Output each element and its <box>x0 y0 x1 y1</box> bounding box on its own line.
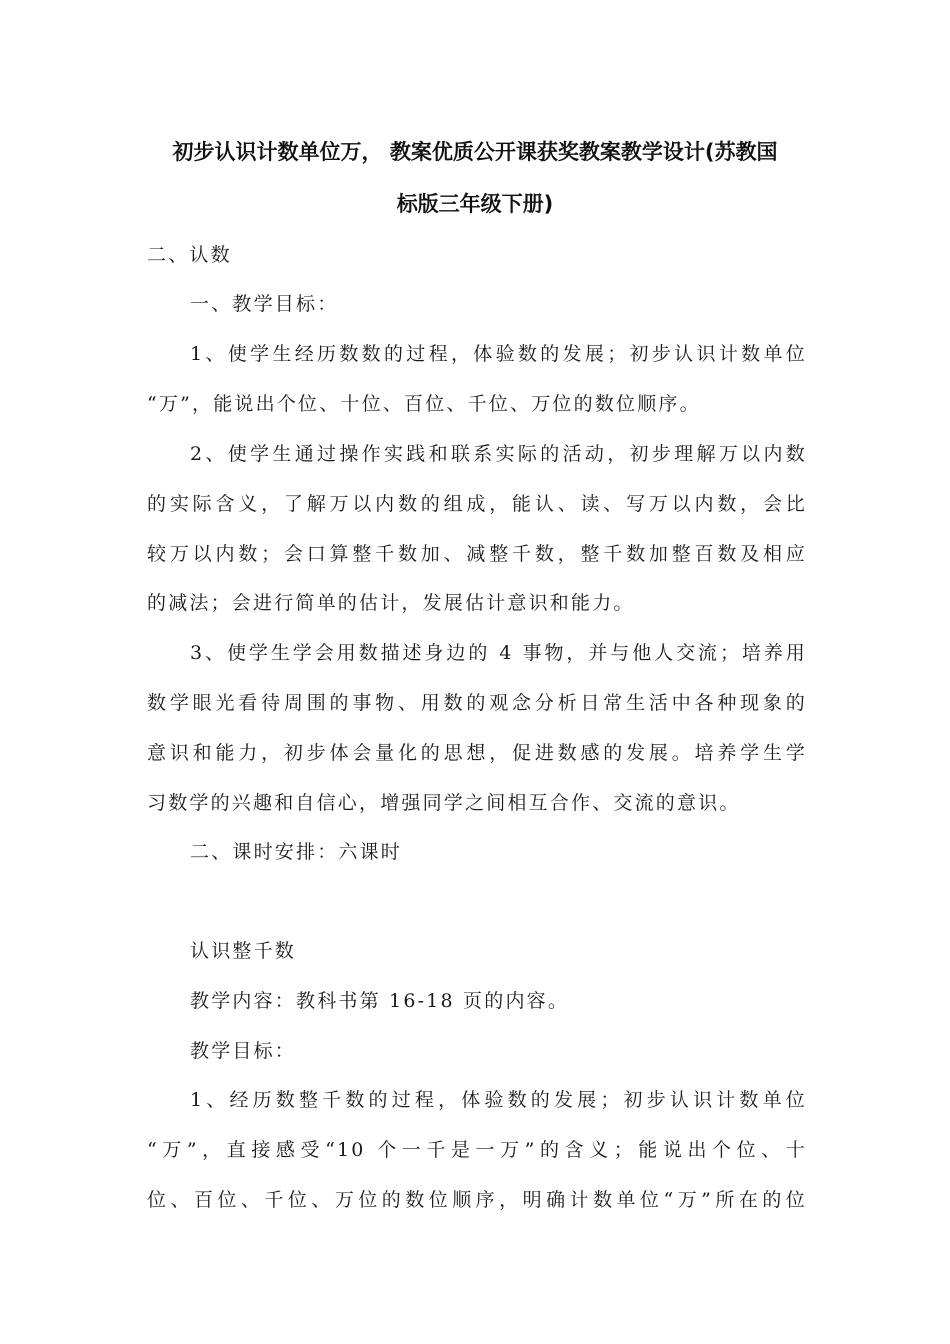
goals-heading: 一、教学目标： <box>190 293 339 315</box>
title-line-1: 初步认识计数单位万， 教案优质公开课获奖教案教学设计(苏教国 <box>172 140 778 164</box>
goal-1-line-1: 1、使学生经历数数的过程，体验数的发展；初步认识计数单位 <box>190 343 807 365</box>
schedule: 二、课时安排：六课时 <box>190 841 403 863</box>
goal-2-line-2: 的实际含义，了解万以内数的组成，能认、读、写万以内数，会比 <box>147 493 807 515</box>
goal-2-line-1: 2、使学生通过操作实践和联系实际的活动，初步理解万以内数 <box>190 443 807 465</box>
lesson-goal-1-line-3: 位、百位、千位、万位的数位顺序，明确计数单位“万”所在的位 <box>147 1189 807 1211</box>
lesson-goal-1-line-1: 1、经历数整千数的过程，体验数的发展；初步认识计数单位 <box>190 1089 807 1111</box>
lesson-goal-1-line-2: “万”，直接感受“10 个一千是一万”的含义；能说出个位、十 <box>147 1139 807 1161</box>
goal-3-line-2: 数学眼光看待周围的事物、用数的观念分析日常生活中各种现象的 <box>147 692 807 714</box>
goal-2-line-4: 的减法；会进行简单的估计，发展估计意识和能力。 <box>147 592 635 614</box>
title-line-2: 标版三年级下册) <box>396 192 554 216</box>
lesson-title: 认识整千数 <box>190 940 297 962</box>
goal-1-line-2: “万”，能说出个位、十位、百位、千位、万位的数位顺序。 <box>147 393 701 415</box>
lesson-content: 教学内容：教科书第 16-18 页的内容。 <box>190 990 570 1012</box>
goal-3-line-3: 意识和能力，初步体会量化的思想，促进数感的发展。培养学生学 <box>147 742 807 764</box>
goal-2-line-3: 较万以内数；会口算整千数加、减整千数，整千数加整百数及相应 <box>147 543 807 565</box>
goal-3-line-1: 3、使学生学会用数描述身边的 4 事物，并与他人交流；培养用 <box>190 642 807 664</box>
section-heading: 二、认数 <box>147 244 232 266</box>
goal-3-line-4: 习数学的兴趣和自信心，增强同学之间相互合作、交流的意识。 <box>147 792 741 814</box>
document-title <box>140 126 810 230</box>
lesson-goals-heading: 教学目标： <box>190 1040 297 1062</box>
